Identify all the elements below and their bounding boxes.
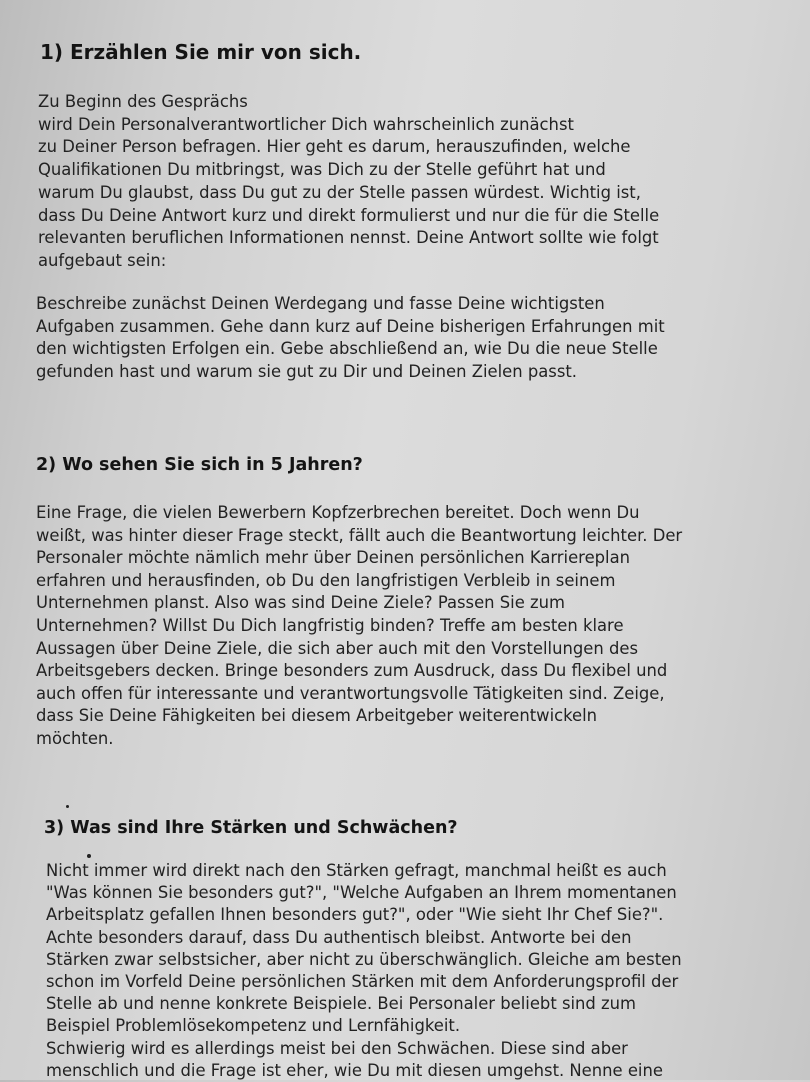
text-line: Eine Frage, die vielen Bewerbern Kopfzerbrechen bereitet. Doch wenn Du xyxy=(36,503,640,522)
text-line: den wichtigsten Erfolgen ein. Gebe abschließend an, wie Du die neue Stelle xyxy=(36,339,658,359)
section-2-paragraph xyxy=(36,502,682,751)
text-line: relevanten beruflichen Informationen nennst. Deine Antwort sollte wie folgt xyxy=(38,228,659,248)
text-line: dass Du Deine Antwort kurz und direkt formulierst und nur die für die Stelle xyxy=(38,205,660,225)
text-line: Arbeitsgebers decken. Bringe besonders zum Ausdruck, dass Du flexibel und xyxy=(36,661,668,681)
text-line: Beispiel Problemlösekompetenz und Lernfähigkeit. xyxy=(46,1016,461,1036)
text-line: Aufgaben zusammen. Gehe dann kurz auf Deine bisherigen Erfahrungen mit xyxy=(36,316,665,336)
text-line: warum Du glaubst, dass Du gut zu der Stelle passen würdest. Wichtig ist, xyxy=(38,182,641,202)
section-2-heading: 2) Wo sehen Sie sich in 5 Jahren? xyxy=(36,455,363,475)
text-line: Nicht immer wird direkt nach den Stärken gefragt, manchmal heißt es auch xyxy=(46,861,667,880)
text-line: möchten. xyxy=(36,728,114,748)
text-line: Arbeitsplatz gefallen Ihnen besonders gut?", oder "Wie sieht Ihr Chef Sie?". xyxy=(46,905,664,925)
text-line: aufgebaut sein: xyxy=(38,250,167,270)
text-line: Schwierig wird es allerdings meist bei den Schwächen. Diese sind aber xyxy=(46,1038,628,1058)
section-3-heading: 3) Was sind Ihre Stärken und Schwächen? xyxy=(44,818,458,838)
text-line: zu Deiner Person befragen. Hier geht es darum, herauszufinden, welche xyxy=(38,137,631,157)
text-line: Aussagen über Deine Ziele, die sich aber auch mit den Vorstellungen des xyxy=(36,638,638,658)
stray-dot xyxy=(66,805,69,808)
text-line: Stärken zwar selbstsicher, aber nicht zu überschwänglich. Gleiche am besten xyxy=(46,949,682,969)
text-line: erfahren und herausfinden, ob Du den langfristigen Verbleib in seinem xyxy=(36,570,616,590)
text-line: "Was können Sie besonders gut?", "Welche Aufgaben an Ihrem momentanen xyxy=(46,883,677,903)
text-line: Personaler möchte nämlich mehr über Deinen persönlichen Karriereplan xyxy=(36,548,631,568)
text-line: Qualifikationen Du mitbringst, was Dich zu der Stelle geführt hat und xyxy=(38,160,606,180)
section-3-paragraph xyxy=(46,860,682,1082)
text-line: Unternehmen planst. Also was sind Deine Ziele? Passen Sie zum xyxy=(36,593,565,613)
stray-dot xyxy=(87,854,91,858)
text-line: Zu Beginn des Gesprächs xyxy=(38,92,248,111)
text-line: auch offen für interessante und verantwortungsvolle Tätigkeiten sind. Zeige, xyxy=(36,683,665,703)
section-1-paragraph-1 xyxy=(38,91,659,273)
text-line: dass Sie Deine Fähigkeiten bei diesem Arbeitgeber weiterentwickeln xyxy=(36,706,598,726)
text-line: gefunden hast und warum sie gut zu Dir und Deinen Zielen passt. xyxy=(36,362,578,382)
text-line: Achte besonders darauf, dass Du authentisch bleibst. Antworte bei den xyxy=(46,927,632,947)
section-1-paragraph-2 xyxy=(36,293,665,384)
text-line: Beschreibe zunächst Deinen Werdegang und fasse Deine wichtigsten xyxy=(36,294,605,313)
text-line: schon im Vorfeld Deine persönlichen Stärken mit dem Anforderungsprofil der xyxy=(46,972,679,992)
text-line: weißt, was hinter dieser Frage steckt, fällt auch die Beantwortung leichter. Der xyxy=(36,525,683,545)
section-1-heading: 1) Erzählen Sie mir von sich. xyxy=(40,40,362,64)
text-line: Stelle ab und nenne konkrete Beispiele. Bei Personaler beliebt sind zum xyxy=(46,994,637,1014)
text-line: Unternehmen? Willst Du Dich langfristig binden? Treffe am besten klare xyxy=(36,615,624,635)
text-line: wird Dein Personalverantwortlicher Dich wahrscheinlich zunächst xyxy=(38,114,574,134)
text-line: menschlich und die Frage ist eher, wie Du mit diesen umgehst. Nenne eine xyxy=(46,1060,663,1080)
